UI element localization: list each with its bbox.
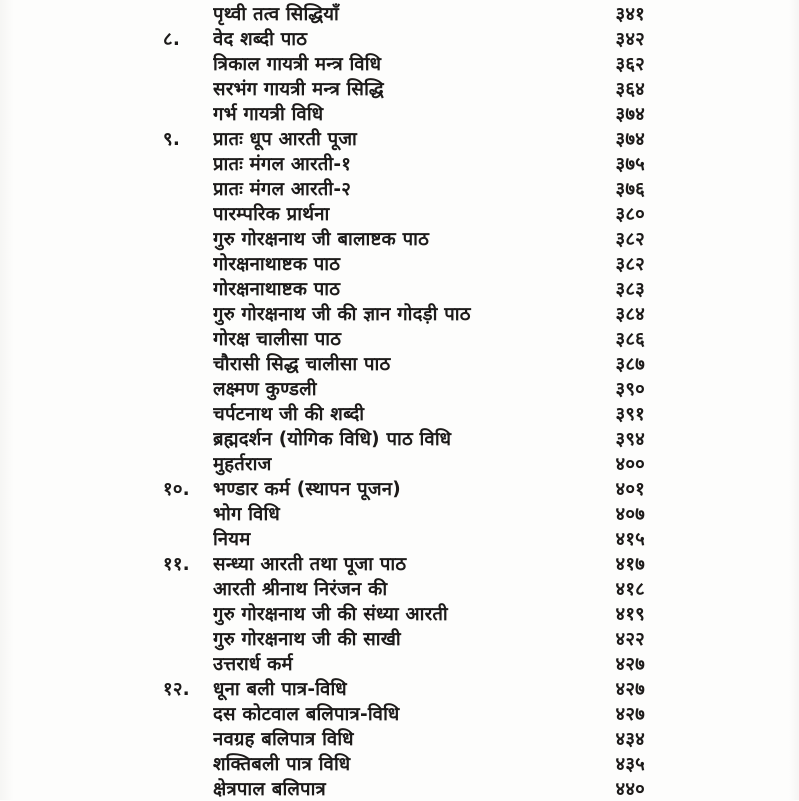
toc-row — [163, 26, 645, 51]
toc-row-serial-number: १२. — [163, 679, 190, 700]
toc-row-page-number: ३८२ — [615, 229, 645, 250]
toc-row-page-number: ३९१ — [615, 404, 645, 425]
toc-row — [163, 351, 645, 376]
toc-row — [163, 126, 645, 151]
toc-row-page-number: ३७४ — [615, 129, 645, 150]
toc-row-page-number: ३४१ — [615, 4, 645, 25]
toc-row — [163, 101, 645, 126]
toc-row-page-number: ३७६ — [615, 179, 645, 200]
toc-row-page-number: ४०० — [615, 454, 645, 475]
toc-row-title: गुरु गोरक्षनाथ जी की साखी — [213, 629, 401, 650]
toc-row-title: प्रातः मंगल आरती-२ — [213, 179, 352, 200]
toc-row-title: धूना बली पात्र-विधि — [213, 679, 347, 700]
toc-row — [163, 701, 645, 726]
toc-row — [163, 251, 645, 276]
table-of-contents — [163, 1, 645, 801]
toc-row — [163, 626, 645, 651]
toc-row-title: लक्ष्मण कुण्डली — [213, 379, 317, 400]
toc-row-title: नियम — [213, 529, 251, 550]
toc-row-page-number: ४१७ — [615, 554, 645, 575]
toc-row-title: गुरु गोरक्षनाथ जी की संध्या आरती — [213, 604, 448, 625]
toc-row — [163, 676, 645, 701]
toc-row-title: गोरक्षनाथाष्टक पाठ — [213, 254, 341, 275]
toc-row-title: ब्रह्मदर्शन (योगिक विधि) पाठ विधि — [213, 429, 452, 450]
toc-row — [163, 576, 645, 601]
toc-row-title: गुरु गोरक्षनाथ जी की ज्ञान गोदड़ी पाठ — [213, 304, 471, 325]
toc-row-serial-number: ११. — [163, 554, 190, 575]
toc-row-page-number: ४१९ — [615, 604, 645, 625]
toc-row-title: गर्भ गायत्री विधि — [213, 104, 324, 125]
toc-row — [163, 726, 645, 751]
toc-row-page-number: ३६४ — [615, 79, 645, 100]
toc-row-title: गोरक्षनाथाष्टक पाठ — [213, 279, 341, 300]
toc-row-serial-number: ८. — [163, 29, 181, 50]
toc-row-page-number: ४२२ — [615, 629, 645, 650]
toc-row — [163, 551, 645, 576]
toc-row — [163, 751, 645, 776]
toc-row-page-number: ४०७ — [615, 504, 645, 525]
toc-row-page-number: ३७५ — [615, 154, 645, 175]
toc-row-page-number: ४३४ — [615, 729, 645, 750]
toc-row-serial-number: ९. — [163, 129, 181, 150]
toc-row-title: भोग विधि — [213, 504, 280, 525]
toc-row-title: सरभंग गायत्री मन्त्र सिद्धि — [213, 79, 384, 100]
toc-row — [163, 276, 645, 301]
toc-row — [163, 326, 645, 351]
toc-row-page-number: ४२७ — [615, 679, 645, 700]
toc-row — [163, 601, 645, 626]
toc-row — [163, 651, 645, 676]
toc-row-title: प्रातः मंगल आरती-१ — [213, 154, 352, 175]
toc-row — [163, 201, 645, 226]
toc-row-page-number: ३९४ — [615, 429, 645, 450]
toc-row — [163, 451, 645, 476]
toc-row-title: सन्ध्या आरती तथा पूजा पाठ — [213, 554, 407, 575]
toc-row-page-number: ३७४ — [615, 104, 645, 125]
toc-row-title: दस कोटवाल बलिपात्र-विधि — [213, 704, 400, 725]
toc-row — [163, 776, 645, 801]
toc-row — [163, 301, 645, 326]
toc-row-title: प्रातः धूप आरती पूजा — [213, 129, 358, 150]
toc-row-page-number: ३८३ — [615, 279, 645, 300]
toc-row-title: गोरक्ष चालीसा पाठ — [213, 329, 342, 350]
toc-row-title: पृथ्वी तत्व सिद्धियाँ — [213, 4, 339, 25]
toc-row — [163, 376, 645, 401]
toc-row-page-number: ३४२ — [615, 29, 645, 50]
toc-row-title: शक्तिबली पात्र विधि — [213, 754, 351, 775]
toc-row-page-number: ३६२ — [615, 54, 645, 75]
toc-row-page-number: ४२७ — [615, 654, 645, 675]
toc-row-page-number: ३८६ — [615, 329, 645, 350]
toc-row — [163, 426, 645, 451]
toc-row — [163, 401, 645, 426]
toc-row — [163, 51, 645, 76]
toc-row — [163, 151, 645, 176]
toc-row-page-number: ३८२ — [615, 254, 645, 275]
toc-row-title: चर्पटनाथ जी की शब्दी — [213, 404, 365, 425]
toc-row-page-number: ३८४ — [615, 304, 645, 325]
toc-row-title: त्रिकाल गायत्री मन्त्र विधि — [213, 54, 382, 75]
toc-row-title: भण्डार कर्म (स्थापन पूजन) — [213, 479, 401, 500]
toc-row-page-number: ३८७ — [615, 354, 645, 375]
toc-row-title: क्षेत्रपाल बलिपात्र — [213, 779, 326, 800]
toc-row — [163, 1, 645, 26]
toc-row-title: चौरासी सिद्ध चालीसा पाठ — [213, 354, 391, 375]
toc-row — [163, 501, 645, 526]
toc-row-title: आरती श्रीनाथ निरंजन की — [213, 579, 388, 600]
toc-row-title: मुहर्तराज — [213, 454, 272, 475]
toc-row — [163, 176, 645, 201]
toc-row-page-number: ४०१ — [615, 479, 645, 500]
toc-row-page-number: ४२७ — [615, 704, 645, 725]
toc-row-title: गुरु गोरक्षनाथ जी बालाष्टक पाठ — [213, 229, 430, 250]
toc-row-page-number: ३९० — [615, 379, 645, 400]
toc-row-title: वेद शब्दी पाठ — [213, 29, 308, 50]
toc-row-page-number: ४१८ — [615, 579, 645, 600]
toc-row — [163, 226, 645, 251]
toc-row-page-number: ४३५ — [615, 754, 645, 775]
toc-row-page-number: ४१५ — [615, 529, 645, 550]
toc-row-title: पारम्परिक प्रार्थना — [213, 204, 330, 225]
toc-row-serial-number: १०. — [163, 479, 190, 500]
toc-row — [163, 476, 645, 501]
toc-row — [163, 76, 645, 101]
toc-row-page-number: ४४० — [615, 779, 645, 800]
toc-row-title: उत्तरार्ध कर्म — [213, 654, 293, 675]
toc-row-page-number: ३८० — [615, 204, 645, 225]
toc-row — [163, 526, 645, 551]
toc-row-title: नवग्रह बलिपात्र विधि — [213, 729, 354, 750]
